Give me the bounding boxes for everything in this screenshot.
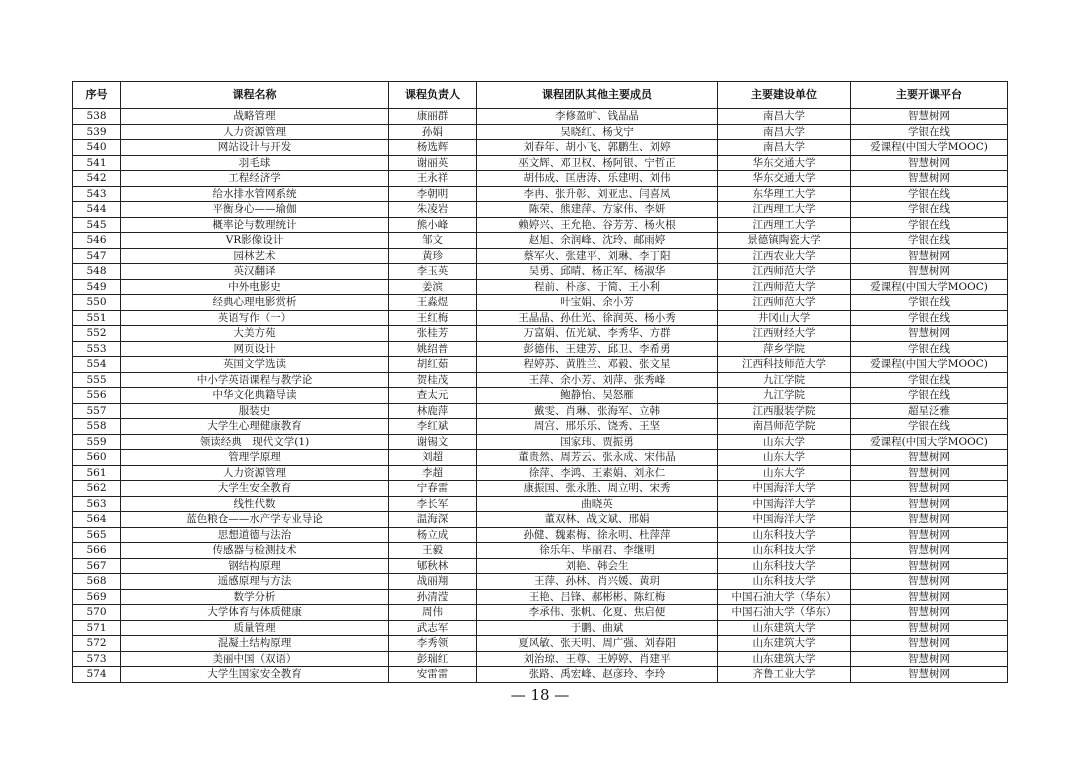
- cell-seq: 559: [73, 434, 121, 450]
- table-row: [73, 295, 1008, 311]
- table-row: [73, 310, 1008, 326]
- cell-team-members: 刘治琼、王尊、王婷婷、肖建平: [477, 651, 718, 667]
- cell-platform: 智慧树网: [851, 605, 1008, 621]
- cell-course-name: 羽毛球: [121, 155, 389, 171]
- cell-course-lead: 黄珍: [389, 248, 477, 264]
- cell-institution: 江西财经大学: [718, 326, 851, 342]
- table-row: [73, 155, 1008, 171]
- cell-course-name: 美丽中国（双语）: [121, 651, 389, 667]
- cell-institution: 中国海洋大学: [718, 512, 851, 528]
- header-team-members: 课程团队其他主要成员: [477, 82, 718, 109]
- cell-institution: 山东科技大学: [718, 574, 851, 590]
- cell-team-members: 董双林、战文斌、邢娟: [477, 512, 718, 528]
- cell-platform: 学银在线: [851, 233, 1008, 249]
- cell-seq: 555: [73, 372, 121, 388]
- cell-seq: 561: [73, 465, 121, 481]
- cell-platform: 学银在线: [851, 419, 1008, 435]
- cell-institution: 萍乡学院: [718, 341, 851, 357]
- cell-platform: 智慧树网: [851, 248, 1008, 264]
- cell-course-name: 工程经济学: [121, 171, 389, 187]
- table-row: [73, 186, 1008, 202]
- table-row: [73, 589, 1008, 605]
- cell-platform: 智慧树网: [851, 558, 1008, 574]
- cell-seq: 551: [73, 310, 121, 326]
- cell-institution: 景德镇陶瓷大学: [718, 233, 851, 249]
- cell-team-members: 赖婷兴、王允艳、谷芳芳、杨火根: [477, 217, 718, 233]
- cell-course-name: 中小学英语课程与教学论: [121, 372, 389, 388]
- cell-institution: 山东科技大学: [718, 527, 851, 543]
- cell-course-name: 大学生心理健康教育: [121, 419, 389, 435]
- cell-team-members: 吴晓红、杨戈宁: [477, 124, 718, 140]
- table-row: [73, 372, 1008, 388]
- cell-team-members: 李修盈旷、钱晶晶: [477, 109, 718, 125]
- table-row: [73, 667, 1008, 683]
- cell-institution: 南昌师范学院: [718, 419, 851, 435]
- cell-course-name: 经典心理电影赏析: [121, 295, 389, 311]
- cell-course-name: 大学生安全教育: [121, 481, 389, 497]
- cell-team-members: 巫文辉、邓卫权、杨阿银、宁哲正: [477, 155, 718, 171]
- cell-seq: 542: [73, 171, 121, 187]
- cell-course-name: 蓝色粮仓——水产学专业导论: [121, 512, 389, 528]
- cell-team-members: 鲍静怡、吴怒雁: [477, 388, 718, 404]
- cell-platform: 学银在线: [851, 372, 1008, 388]
- cell-institution: 华东交通大学: [718, 155, 851, 171]
- cell-course-lead: 邹文: [389, 233, 477, 249]
- cell-institution: 江西师范大学: [718, 279, 851, 295]
- cell-platform: 爱课程(中国大学MOOC): [851, 357, 1008, 373]
- cell-course-name: 网页设计: [121, 341, 389, 357]
- cell-course-lead: 李超: [389, 465, 477, 481]
- cell-course-name: 混凝土结构原理: [121, 636, 389, 652]
- table-row: [73, 465, 1008, 481]
- table-row: [73, 202, 1008, 218]
- cell-seq: 565: [73, 527, 121, 543]
- table-row: [73, 496, 1008, 512]
- cell-institution: 山东科技大学: [718, 558, 851, 574]
- table-row: [73, 419, 1008, 435]
- cell-course-lead: 孙娟: [389, 124, 477, 140]
- cell-course-name: 英语写作（一）: [121, 310, 389, 326]
- cell-team-members: 夏风敏、张天明、周广强、刘春阳: [477, 636, 718, 652]
- cell-course-name: 英汉翻译: [121, 264, 389, 280]
- cell-course-lead: 谢丽英: [389, 155, 477, 171]
- cell-institution: 江西师范大学: [718, 295, 851, 311]
- cell-course-lead: 贺桂茂: [389, 372, 477, 388]
- cell-institution: 山东科技大学: [718, 543, 851, 559]
- cell-course-lead: 宁春雷: [389, 481, 477, 497]
- cell-team-members: 刘春年、胡小飞、郭鹏生、刘婷: [477, 140, 718, 156]
- cell-team-members: 李承伟、张帆、化夏、焦启便: [477, 605, 718, 621]
- cell-team-members: 王萍、孙林、肖兴媛、黄玥: [477, 574, 718, 590]
- cell-course-name: VR影像设计: [121, 233, 389, 249]
- cell-platform: 智慧树网: [851, 155, 1008, 171]
- cell-institution: 江西理工大学: [718, 217, 851, 233]
- cell-course-lead: 刘超: [389, 450, 477, 466]
- cell-course-lead: 杨立成: [389, 527, 477, 543]
- cell-seq: 560: [73, 450, 121, 466]
- cell-course-name: 概率论与数理统计: [121, 217, 389, 233]
- cell-team-members: 蔡军火、张建平、刘琳、李丁阳: [477, 248, 718, 264]
- cell-platform: 智慧树网: [851, 109, 1008, 125]
- cell-team-members: 国家玮、贾振勇: [477, 434, 718, 450]
- cell-seq: 574: [73, 667, 121, 683]
- table-row: [73, 543, 1008, 559]
- cell-seq: 541: [73, 155, 121, 171]
- cell-course-lead: 谢锡文: [389, 434, 477, 450]
- cell-seq: 564: [73, 512, 121, 528]
- table-row: [73, 140, 1008, 156]
- cell-seq: 543: [73, 186, 121, 202]
- cell-course-lead: 王永祥: [389, 171, 477, 187]
- cell-course-lead: 王毅: [389, 543, 477, 559]
- cell-course-lead: 孙清滢: [389, 589, 477, 605]
- cell-course-name: 中华文化典籍导读: [121, 388, 389, 404]
- cell-course-name: 人力资源管理: [121, 124, 389, 140]
- course-table: [72, 81, 1008, 683]
- cell-platform: 智慧树网: [851, 543, 1008, 559]
- cell-platform: 智慧树网: [851, 264, 1008, 280]
- table-body: [73, 109, 1008, 683]
- cell-team-members: 戴雯、肖琳、张海军、立韩: [477, 403, 718, 419]
- cell-seq: 571: [73, 620, 121, 636]
- cell-course-name: 大美方苑: [121, 326, 389, 342]
- table-row: [73, 341, 1008, 357]
- cell-team-members: 胡伟成、匡唐涛、乐建明、刘伟: [477, 171, 718, 187]
- cell-institution: 江西师范大学: [718, 264, 851, 280]
- cell-platform: 智慧树网: [851, 636, 1008, 652]
- cell-seq: 540: [73, 140, 121, 156]
- cell-course-name: 线性代数: [121, 496, 389, 512]
- table-row: [73, 527, 1008, 543]
- cell-seq: 539: [73, 124, 121, 140]
- cell-course-name: 钢结构原理: [121, 558, 389, 574]
- cell-course-name: 大学体育与体质健康: [121, 605, 389, 621]
- cell-seq: 553: [73, 341, 121, 357]
- cell-institution: 山东建筑大学: [718, 651, 851, 667]
- table-row: [73, 403, 1008, 419]
- cell-team-members: 康振国、张永胜、周立明、宋秀: [477, 481, 718, 497]
- cell-platform: 智慧树网: [851, 574, 1008, 590]
- cell-course-name: 领读经典 现代文学(1): [121, 434, 389, 450]
- cell-course-lead: 胡红茹: [389, 357, 477, 373]
- cell-course-lead: 王淼煜: [389, 295, 477, 311]
- cell-institution: 华东交通大学: [718, 171, 851, 187]
- cell-course-lead: 李朝明: [389, 186, 477, 202]
- cell-team-members: 彭德伟、王建芳、邱卫、李希勇: [477, 341, 718, 357]
- table-header-row: [73, 82, 1008, 109]
- table-row: [73, 124, 1008, 140]
- page-number: — 18 —: [510, 686, 570, 704]
- cell-institution: 南昌大学: [718, 140, 851, 156]
- cell-team-members: 徐萍、李鸿、王素娟、刘永仁: [477, 465, 718, 481]
- cell-platform: 超星泛雅: [851, 403, 1008, 419]
- cell-platform: 学银在线: [851, 341, 1008, 357]
- cell-team-members: 王艳、吕锋、郝彬彬、陈红梅: [477, 589, 718, 605]
- cell-seq: 570: [73, 605, 121, 621]
- cell-course-lead: 郇秋林: [389, 558, 477, 574]
- cell-course-lead: 熊小峰: [389, 217, 477, 233]
- cell-institution: 江西服装学院: [718, 403, 851, 419]
- cell-platform: 智慧树网: [851, 620, 1008, 636]
- cell-seq: 548: [73, 264, 121, 280]
- cell-course-name: 管理学原理: [121, 450, 389, 466]
- cell-course-lead: 姜滨: [389, 279, 477, 295]
- table-row: [73, 217, 1008, 233]
- cell-platform: 智慧树网: [851, 171, 1008, 187]
- cell-seq: 550: [73, 295, 121, 311]
- cell-team-members: 万富娟、伍光斌、李秀华、方群: [477, 326, 718, 342]
- cell-course-name: 平衡身心——瑜伽: [121, 202, 389, 218]
- cell-course-lead: 安雷雷: [389, 667, 477, 683]
- header-course-name: 课程名称: [121, 82, 389, 109]
- cell-platform: 学银在线: [851, 124, 1008, 140]
- cell-team-members: 董贵然、周芳云、张永成、宋伟晶: [477, 450, 718, 466]
- cell-course-lead: 朱凌岩: [389, 202, 477, 218]
- cell-institution: 九江学院: [718, 388, 851, 404]
- cell-team-members: 张路、禹宏峰、赵彦玲、李玲: [477, 667, 718, 683]
- cell-course-name: 质量管理: [121, 620, 389, 636]
- table-row: [73, 636, 1008, 652]
- cell-institution: 山东大学: [718, 434, 851, 450]
- cell-course-lead: 武志军: [389, 620, 477, 636]
- table-row: [73, 450, 1008, 466]
- cell-team-members: 赵旭、余润峰、沈玲、邮雨婷: [477, 233, 718, 249]
- cell-seq: 544: [73, 202, 121, 218]
- cell-course-name: 服装史: [121, 403, 389, 419]
- cell-institution: 江西农业大学: [718, 248, 851, 264]
- cell-course-lead: 姚绍普: [389, 341, 477, 357]
- cell-platform: 智慧树网: [851, 651, 1008, 667]
- cell-team-members: 于鹏、曲斌: [477, 620, 718, 636]
- cell-course-lead: 查太元: [389, 388, 477, 404]
- cell-course-lead: 温海深: [389, 512, 477, 528]
- table-row: [73, 248, 1008, 264]
- cell-platform: 智慧树网: [851, 496, 1008, 512]
- cell-platform: 学银在线: [851, 295, 1008, 311]
- cell-course-lead: 林鹿萍: [389, 403, 477, 419]
- cell-institution: 中国石油大学（华东）: [718, 589, 851, 605]
- cell-seq: 554: [73, 357, 121, 373]
- table-row: [73, 434, 1008, 450]
- cell-institution: 中国石油大学（华东）: [718, 605, 851, 621]
- cell-seq: 546: [73, 233, 121, 249]
- cell-team-members: 程前、朴彦、于简、王小利: [477, 279, 718, 295]
- cell-institution: 东华理工大学: [718, 186, 851, 202]
- cell-course-name: 传感器与检测技术: [121, 543, 389, 559]
- cell-team-members: 曲晓英: [477, 496, 718, 512]
- table-row: [73, 574, 1008, 590]
- cell-institution: 山东大学: [718, 450, 851, 466]
- cell-course-name: 数学分析: [121, 589, 389, 605]
- cell-seq: 562: [73, 481, 121, 497]
- cell-institution: 江西科技师范大学: [718, 357, 851, 373]
- table-row: [73, 326, 1008, 342]
- cell-institution: 中国海洋大学: [718, 481, 851, 497]
- cell-seq: 558: [73, 419, 121, 435]
- cell-course-lead: 李红斌: [389, 419, 477, 435]
- cell-course-name: 网站设计与开发: [121, 140, 389, 156]
- cell-seq: 568: [73, 574, 121, 590]
- cell-course-name: 中外电影史: [121, 279, 389, 295]
- table-row: [73, 279, 1008, 295]
- cell-team-members: 程婷苏、黄胜兰、邓毅、张文星: [477, 357, 718, 373]
- cell-course-lead: 周伟: [389, 605, 477, 621]
- cell-seq: 572: [73, 636, 121, 652]
- cell-seq: 549: [73, 279, 121, 295]
- cell-team-members: 周宫、邢乐乐、饶秀、王坚: [477, 419, 718, 435]
- cell-platform: 智慧树网: [851, 512, 1008, 528]
- cell-seq: 556: [73, 388, 121, 404]
- cell-platform: 学银在线: [851, 310, 1008, 326]
- header-platform: 主要开课平台: [851, 82, 1008, 109]
- header-course-lead: 课程负责人: [389, 82, 477, 109]
- cell-course-lead: 李长军: [389, 496, 477, 512]
- table-row: [73, 171, 1008, 187]
- cell-platform: 智慧树网: [851, 589, 1008, 605]
- cell-platform: 智慧树网: [851, 465, 1008, 481]
- cell-platform: 学银在线: [851, 217, 1008, 233]
- cell-seq: 552: [73, 326, 121, 342]
- table-row: [73, 109, 1008, 125]
- cell-course-lead: 李玉英: [389, 264, 477, 280]
- table-row: [73, 512, 1008, 528]
- cell-course-name: 战略管理: [121, 109, 389, 125]
- cell-institution: 井冈山大学: [718, 310, 851, 326]
- cell-seq: 567: [73, 558, 121, 574]
- cell-course-lead: 杨选辉: [389, 140, 477, 156]
- cell-course-lead: 战丽翔: [389, 574, 477, 590]
- cell-course-lead: 张桂芳: [389, 326, 477, 342]
- cell-course-name: 遥感原理与方法: [121, 574, 389, 590]
- cell-seq: 563: [73, 496, 121, 512]
- table-row: [73, 558, 1008, 574]
- cell-team-members: 孙健、魏素梅、徐永明、杜萍萍: [477, 527, 718, 543]
- cell-institution: 山东建筑大学: [718, 620, 851, 636]
- cell-institution: 九江学院: [718, 372, 851, 388]
- table-row: [73, 605, 1008, 621]
- cell-institution: 南昌大学: [718, 124, 851, 140]
- cell-platform: 学银在线: [851, 186, 1008, 202]
- cell-institution: 中国海洋大学: [718, 496, 851, 512]
- cell-course-name: 英国文学选读: [121, 357, 389, 373]
- cell-team-members: 徐乐年、毕丽君、李继明: [477, 543, 718, 559]
- cell-platform: 智慧树网: [851, 326, 1008, 342]
- cell-course-name: 大学生国家安全教育: [121, 667, 389, 683]
- cell-platform: 学银在线: [851, 202, 1008, 218]
- cell-team-members: 李冉、张升彰、刘亚忠、闫喜凤: [477, 186, 718, 202]
- cell-team-members: 刘艳、韩会生: [477, 558, 718, 574]
- cell-team-members: 王萍、余小芳、刘萍、张秀峰: [477, 372, 718, 388]
- cell-platform: 智慧树网: [851, 450, 1008, 466]
- table-row: [73, 481, 1008, 497]
- cell-team-members: 王晶晶、孙仕光、徐润英、杨小秀: [477, 310, 718, 326]
- cell-course-lead: 彭瑞红: [389, 651, 477, 667]
- cell-course-name: 思想道德与法治: [121, 527, 389, 543]
- cell-team-members: 吴勇、邱晴、杨正军、杨淑华: [477, 264, 718, 280]
- cell-institution: 南昌大学: [718, 109, 851, 125]
- cell-course-name: 园林艺术: [121, 248, 389, 264]
- cell-platform: 智慧树网: [851, 527, 1008, 543]
- cell-seq: 573: [73, 651, 121, 667]
- cell-seq: 547: [73, 248, 121, 264]
- cell-seq: 545: [73, 217, 121, 233]
- header-institution: 主要建设单位: [718, 82, 851, 109]
- cell-seq: 566: [73, 543, 121, 559]
- cell-platform: 智慧树网: [851, 667, 1008, 683]
- cell-platform: 爱课程(中国大学MOOC): [851, 279, 1008, 295]
- cell-institution: 山东大学: [718, 465, 851, 481]
- cell-seq: 557: [73, 403, 121, 419]
- table-row: [73, 651, 1008, 667]
- cell-course-name: 给水排水管网系统: [121, 186, 389, 202]
- table-row: [73, 264, 1008, 280]
- cell-seq: 569: [73, 589, 121, 605]
- header-seq: 序号: [73, 82, 121, 109]
- cell-institution: 齐鲁工业大学: [718, 667, 851, 683]
- cell-institution: 山东建筑大学: [718, 636, 851, 652]
- cell-platform: 学银在线: [851, 388, 1008, 404]
- cell-course-lead: 李秀领: [389, 636, 477, 652]
- cell-team-members: 叶宝娟、余小芳: [477, 295, 718, 311]
- table-row: [73, 357, 1008, 373]
- cell-team-members: 陈荣、熊建萍、方家伟、李妍: [477, 202, 718, 218]
- cell-platform: 智慧树网: [851, 481, 1008, 497]
- cell-course-lead: 王红梅: [389, 310, 477, 326]
- cell-platform: 爱课程(中国大学MOOC): [851, 140, 1008, 156]
- table-row: [73, 233, 1008, 249]
- cell-platform: 爱课程(中国大学MOOC): [851, 434, 1008, 450]
- cell-institution: 江西理工大学: [718, 202, 851, 218]
- cell-course-name: 人力资源管理: [121, 465, 389, 481]
- table-row: [73, 388, 1008, 404]
- table-row: [73, 620, 1008, 636]
- cell-seq: 538: [73, 109, 121, 125]
- cell-course-lead: 康丽群: [389, 109, 477, 125]
